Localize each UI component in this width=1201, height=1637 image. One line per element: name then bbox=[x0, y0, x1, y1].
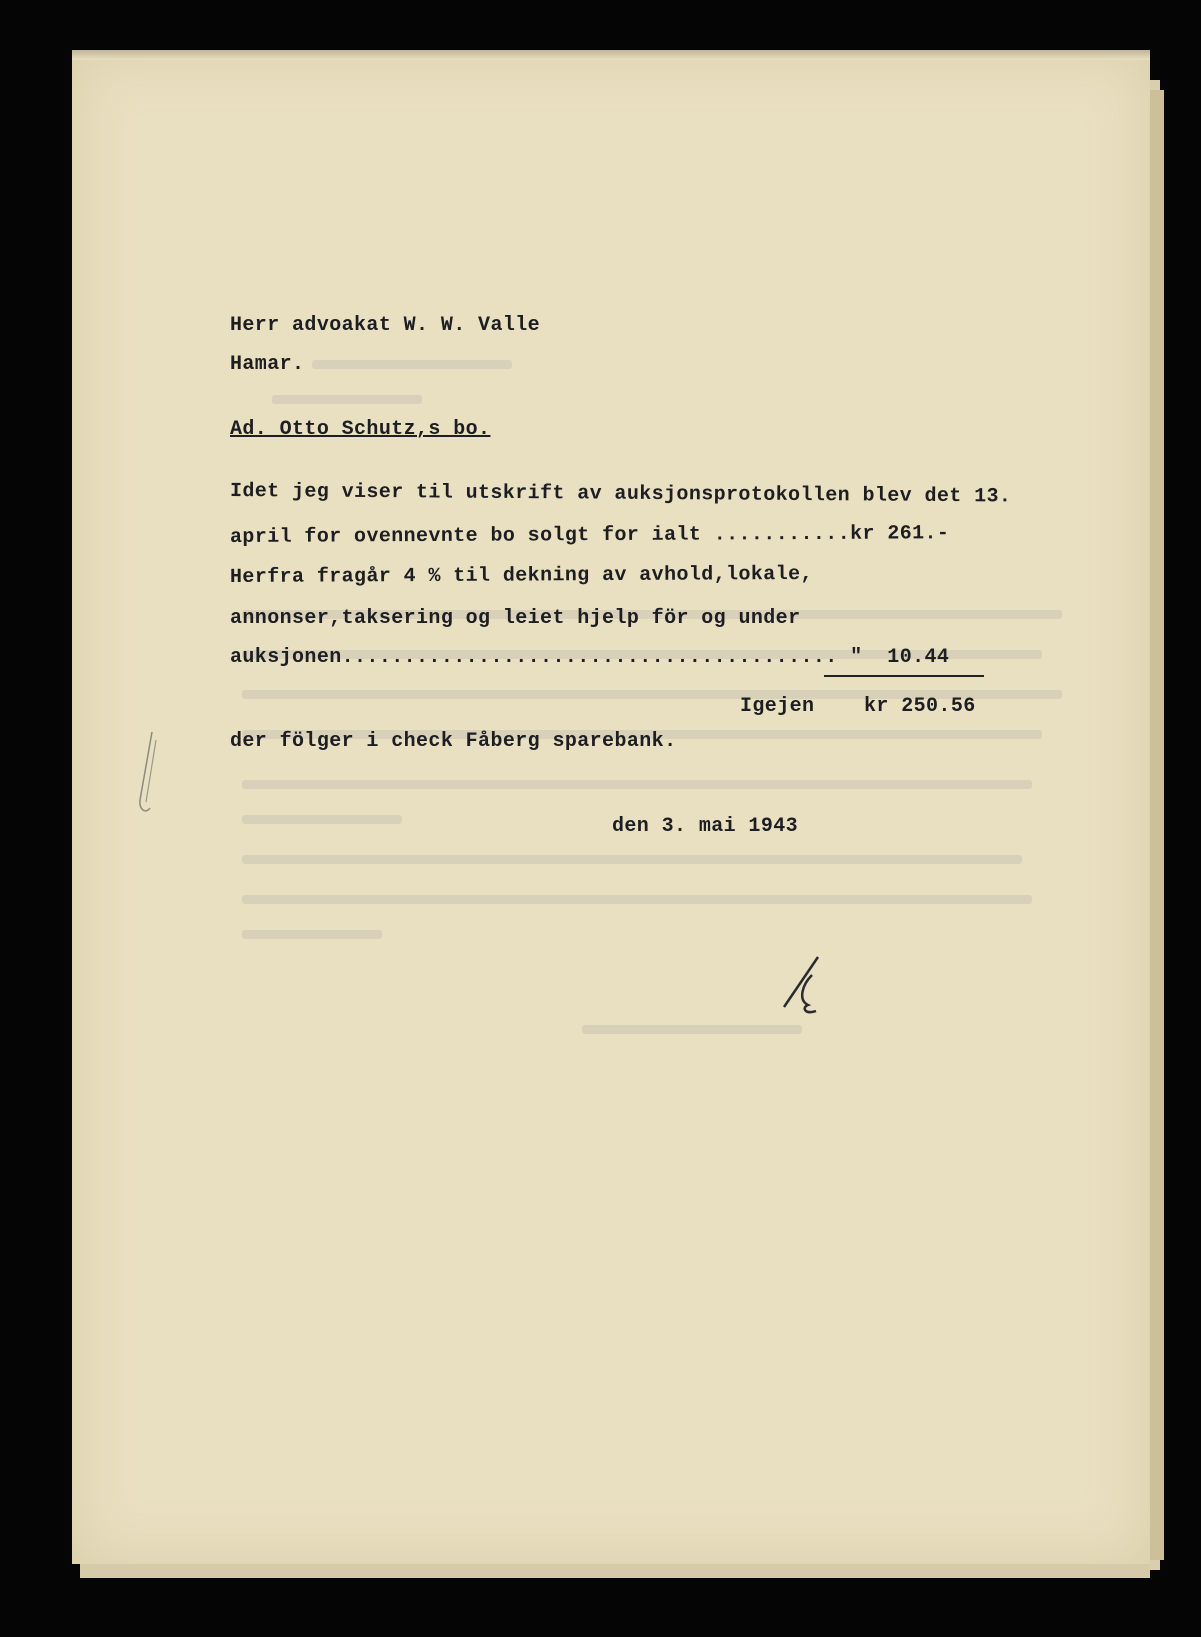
back-sheet-edge bbox=[1150, 90, 1164, 1560]
signature-initials bbox=[772, 945, 852, 1025]
body-line-3: Herfra fragår 4 % til dekning av avhold,lokale, bbox=[229, 562, 813, 589]
subject-line: Ad. Otto Schutz,s bo. bbox=[230, 418, 491, 441]
show-through-line bbox=[242, 815, 402, 824]
pencil-mark bbox=[136, 730, 158, 820]
body-line-5: auksjonen........................................ " 10.44 bbox=[230, 646, 950, 669]
recipient-name: Herr advoakat W. W. Valle bbox=[230, 314, 541, 337]
show-through-line bbox=[312, 360, 512, 369]
document-page bbox=[72, 50, 1150, 1564]
body-line-1: Idet jeg viser til utskrift av auksjonsprotokollen blev det 13. bbox=[229, 480, 1012, 509]
document-date: den 3. mai 1943 bbox=[612, 815, 799, 838]
body-line-6: Igejen kr 250.56 bbox=[740, 695, 976, 718]
show-through-line bbox=[242, 855, 1022, 864]
body-line-4: annonser,taksering og leiet hjelp för og under bbox=[230, 607, 801, 630]
show-through-line bbox=[242, 930, 382, 939]
recipient-city: Hamar. bbox=[230, 353, 305, 376]
show-through-line bbox=[242, 895, 1032, 904]
body-line-2: april for ovennevnte bo solgt for ialt ...........kr 261.- bbox=[229, 522, 950, 549]
show-through-line bbox=[272, 395, 422, 404]
show-through-line bbox=[242, 780, 1032, 789]
sum-rule bbox=[824, 675, 984, 677]
body-line-7: der fölger i check Fåberg sparebank. bbox=[230, 730, 677, 753]
show-through-line bbox=[582, 1025, 802, 1034]
page-top-edge bbox=[72, 50, 1150, 60]
